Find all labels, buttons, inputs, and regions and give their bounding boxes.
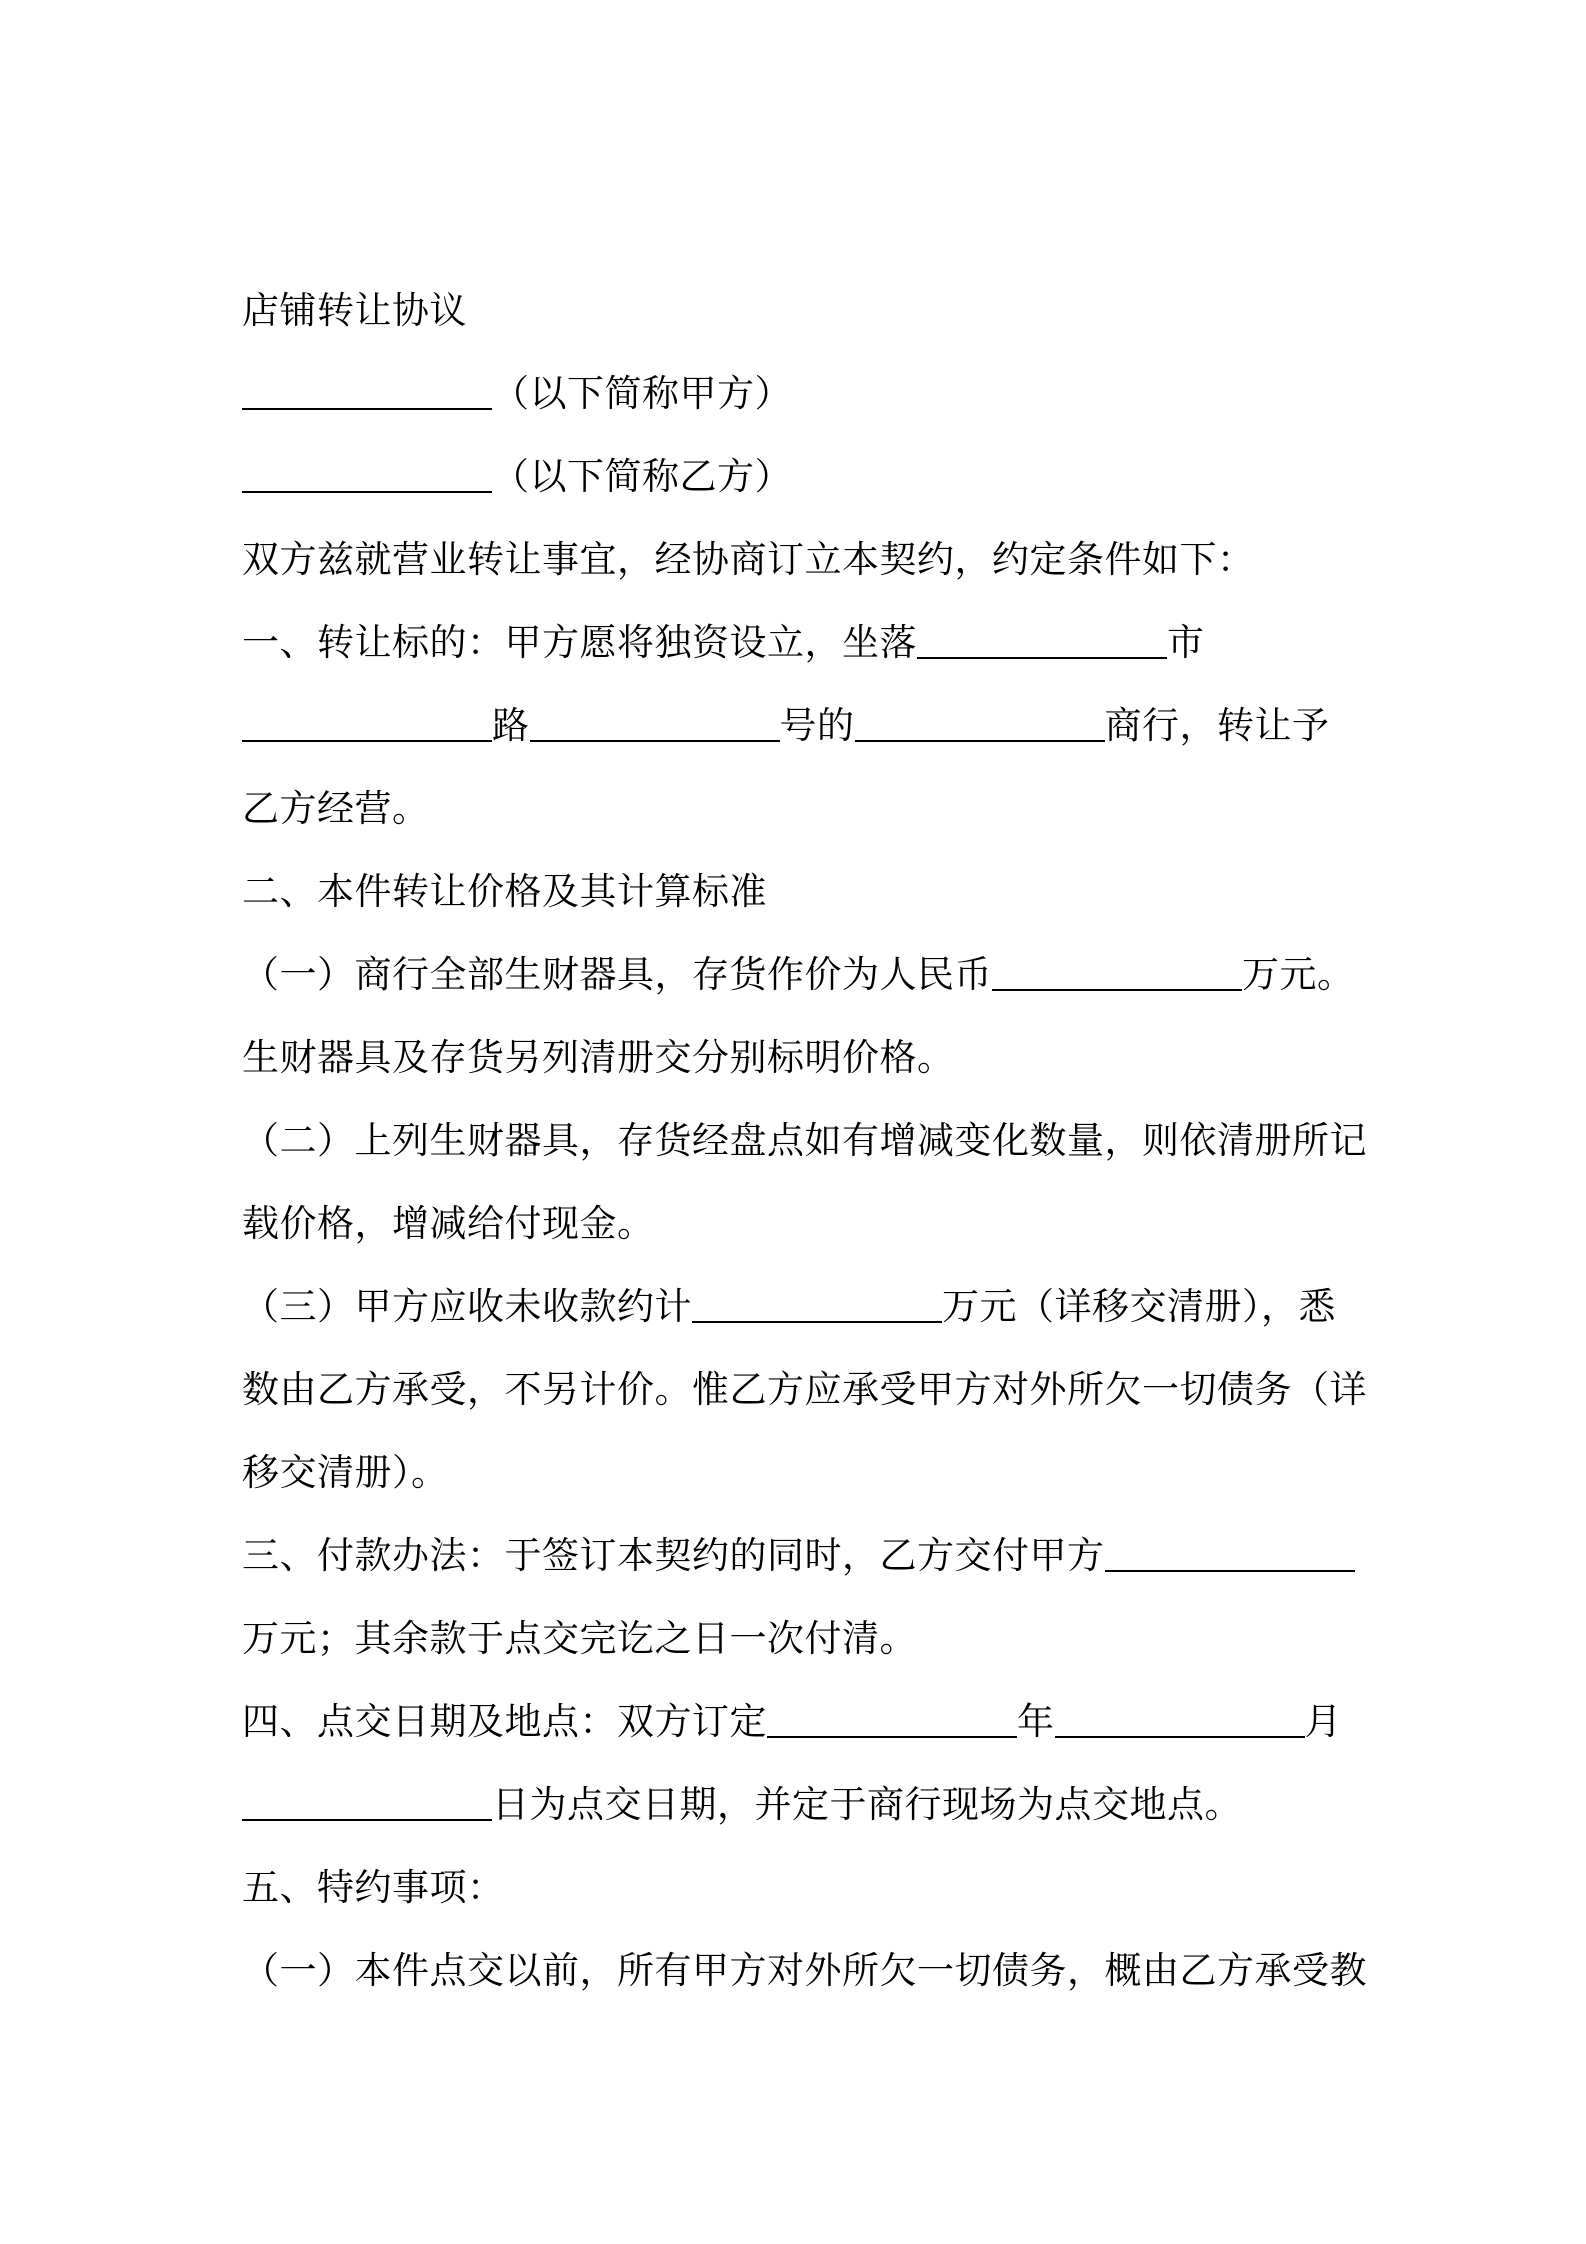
city-blank <box>917 623 1167 659</box>
section-5-1-line-1 <box>242 1947 1367 1995</box>
section-3-prefix: 三、付款办法：于签订本契约的同时，乙方交付甲方 <box>242 1534 1105 1577</box>
section-1-city: 市 <box>1167 621 1205 664</box>
section-5-title <box>242 1864 1362 1912</box>
section-2-3-line-3 <box>242 1449 1362 1497</box>
title-text: 店铺转让协议 <box>242 289 467 332</box>
shop-blank <box>855 706 1105 742</box>
section-2-2-line-2 <box>242 1200 1362 1248</box>
party-b-text: （以下简称乙方） <box>492 455 792 498</box>
section-2-3-prefix: （三）甲方应收未收款约计 <box>242 1285 692 1328</box>
preamble-text: 双方兹就营业转让事宜，经协商订立本契约，约定条件如下： <box>242 538 1255 581</box>
section-3-line-2 <box>242 1615 1362 1663</box>
section-2-3-suffix: 万元（详移交清册），悉 <box>942 1285 1336 1328</box>
section-2-title-text: 二、本件转让价格及其计算标准 <box>242 870 767 913</box>
section-4-text-2: 日为点交日期，并定于商行现场为点交地点。 <box>492 1783 1242 1826</box>
number-blank <box>530 706 780 742</box>
party-a-line <box>242 370 1362 418</box>
section-1-end: 乙方经营。 <box>242 787 430 830</box>
receivable-blank <box>692 1287 942 1323</box>
section-5-1-text: （一）本件点交以前，所有甲方对外所欠一切债务，概由乙方承受教 <box>242 1949 1367 1992</box>
section-2-3-text-2: 数由乙方承受，不另计价。惟乙方应承受甲方对外所欠一切债务（详 <box>242 1368 1367 1411</box>
section-4-prefix: 四、点交日期及地点：双方订定 <box>242 1700 767 1743</box>
section-2-2-text-2: 载价格，增减给付现金。 <box>242 1202 655 1245</box>
section-1-line-2 <box>242 702 1362 750</box>
section-1-line-1 <box>242 619 1362 667</box>
section-4-line-2 <box>242 1781 1362 1829</box>
section-2-3-line-2 <box>242 1366 1367 1414</box>
year-blank <box>767 1702 1017 1738</box>
section-2-1-unit: 万元。 <box>1242 953 1355 996</box>
section-1-number: 号的 <box>779 704 855 747</box>
day-blank <box>242 1785 492 1821</box>
payment-blank <box>1105 1536 1355 1572</box>
section-1-shop: 商行，转让予 <box>1104 704 1330 747</box>
section-1-line-3 <box>242 785 1362 833</box>
party-a-text: （以下简称甲方） <box>492 372 792 415</box>
price-blank <box>992 955 1242 991</box>
section-2-3-text-3: 移交清册）。 <box>242 1451 449 1494</box>
month-blank <box>1055 1702 1305 1738</box>
road-blank <box>242 706 492 742</box>
party-b-line <box>242 453 1362 501</box>
section-2-1-line-2 <box>242 1034 1362 1082</box>
section-3-line-1 <box>242 1532 1362 1580</box>
section-1-road: 路 <box>492 704 530 747</box>
section-2-1-line-1 <box>242 951 1362 999</box>
party-b-blank <box>242 457 492 493</box>
party-a-blank <box>242 374 492 410</box>
section-2-1-prefix: （一）商行全部生财器具，存货作价为人民币 <box>242 953 992 996</box>
section-2-2-line-1 <box>242 1117 1367 1165</box>
section-1-prefix: 一、转让标的：甲方愿将独资设立，坐落 <box>242 621 917 664</box>
section-3-text-2: 万元；其余款于点交完讫之日一次付清。 <box>242 1617 917 1660</box>
section-5-title-text: 五、特约事项： <box>242 1866 505 1909</box>
document-title <box>242 287 1362 335</box>
section-4-year: 年 <box>1017 1700 1055 1743</box>
section-2-1-end: 生财器具及存货另列清册交分别标明价格。 <box>242 1036 955 1079</box>
section-4-month: 月 <box>1304 1700 1342 1743</box>
section-2-2-text-1: （二）上列生财器具，存货经盘点如有增减变化数量，则依清册所记 <box>242 1119 1367 1162</box>
preamble <box>242 536 1362 584</box>
section-2-3-line-1 <box>242 1283 1362 1331</box>
section-2-title <box>242 868 1362 916</box>
section-4-line-1 <box>242 1698 1362 1746</box>
